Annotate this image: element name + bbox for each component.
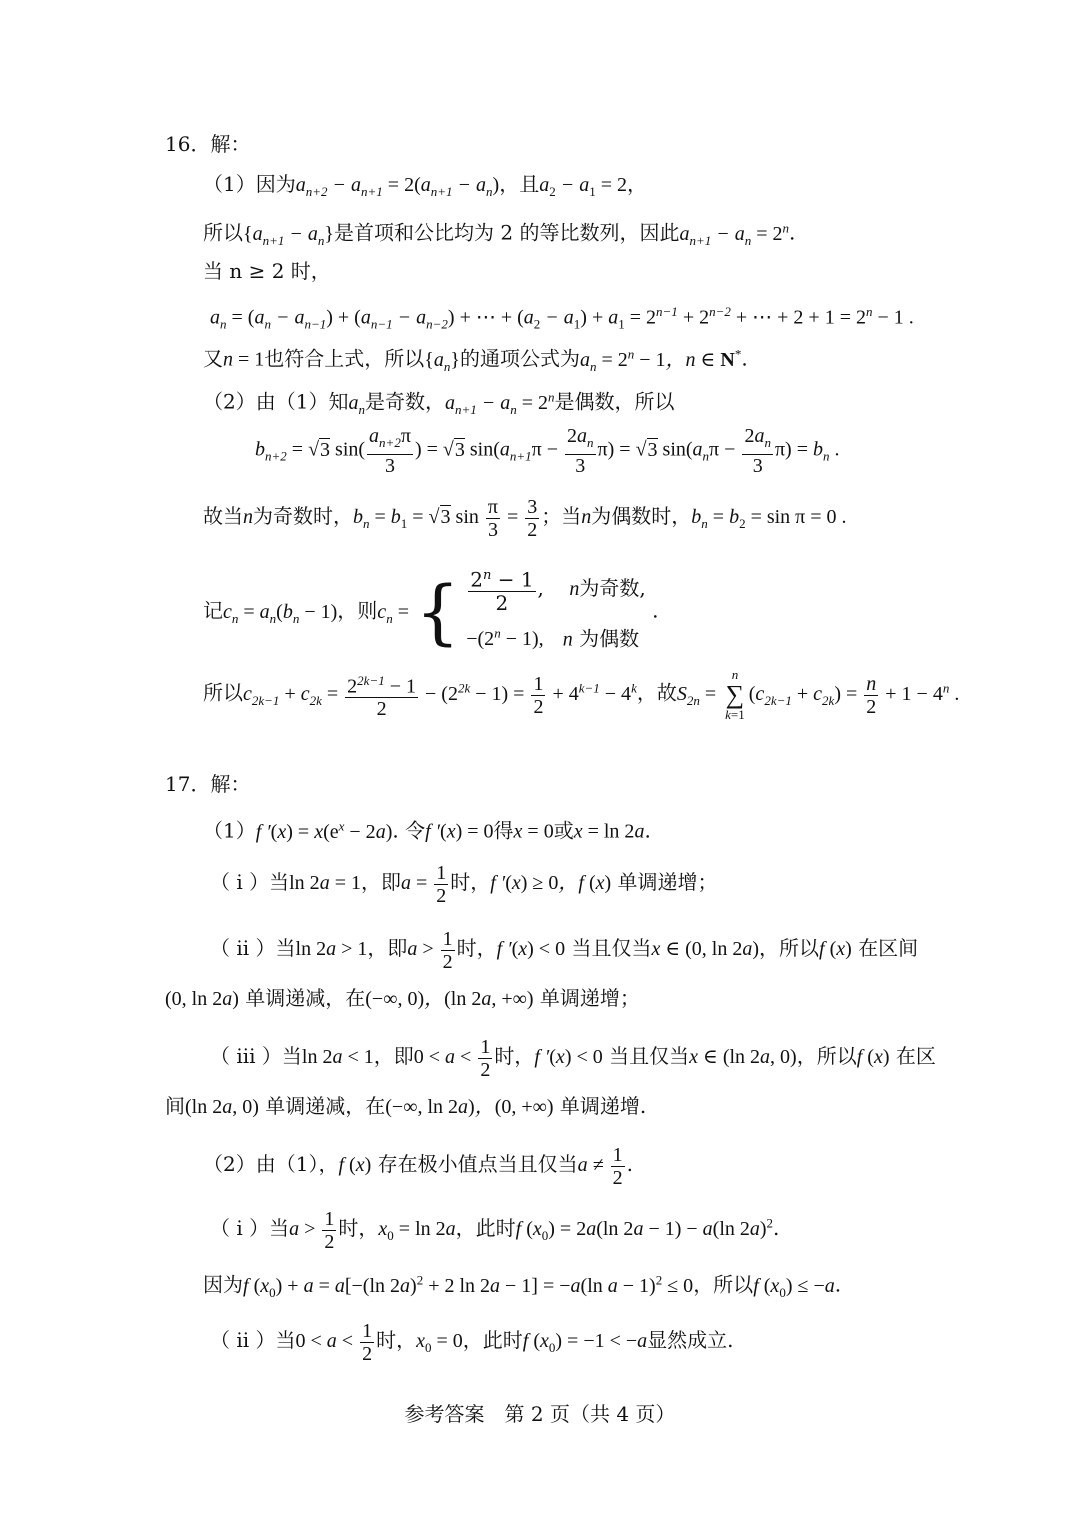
q16-line-3: 当 n ≥ 2 时， [203,259,331,283]
q16-line-8: 记$c_n = a_n(b_n - 1)$，则$c_n$ = { $\frac{2^n - 1}{2}$ , n为奇数, $-(2^n - 1)$, n 为偶数 . [203,565,658,659]
q16-line-2: 所以$\{a_{n+1} - a_n\}$是首项和公比均为 2 的等比数列，因此$a_{n+1} - a_n = 2^n$. [203,220,796,248]
q16-line-6: （2）由（1）知$a_n$是奇数，$a_{n+1} - a_n = 2^n$是偶数，所以 [203,389,675,417]
q17-case-i: （ i ）当ln 2a = 1，即a = $\frac{1}{2}$ 时，f ′(x) ≥ 0，f (x) 单调递增； [210,862,718,907]
page-footer: 参考答案 第 2 页（共 4 页） [404,1402,676,1426]
q16-line-5: 又n = 1也符合上式，所以$\{a_n\}$的通项公式为$a_n = 2^n - 1$，n ∈ N*. [203,346,748,374]
q16-line-4: $a_n = (a_n - a_{n-1}) + (a_{n-1} - a_{n-2})$ + ⋯ + $(a_2 - a_1) + a_1 = 2^{n-1} + 2^{n-2}$ + ⋯ + $2 + 1 = 2^n - 1$ . [210,304,914,332]
q17-part2: （2）由（1），f (x) 存在极小值点当且仅当a ≠ $\frac{1}{2}$ . [203,1144,633,1189]
q17-because: 因为f $(x_0) + a = a[-(\ln$ 2a)$^2$ + 2 ln 2a − 1] = −a(ln a − 1)$^2$ ≤ 0，所以f $(x_0) \le -a$. [203,1272,842,1300]
q17-case-iii: （ iii ）当ln 2a < 1，即0 < a < $\frac{1}{2}$ 时，f ′(x) < 0 当且仅当x ∈ (ln 2a, 0)，所以f (x) 在区 [210,1036,936,1081]
q17-line-1: （1）f $'(x) = x(e^x - 2a)$. 令f ′(x) = 0得x = 0或x = ln 2a. [203,818,651,843]
q16-formula-bn: $b_{n+2} = √3$ sin( $\frac{a_{n+2}\pi}{3}$ ) = √3 $\sin(a_{n+1}\pi$ − $\frac{2a_n}{3}$ π) = √3 $\sin(a_n\pi$ − $\frac{2a_n}{3}$ $\pi) = b_n$ . [255,425,840,477]
q16-heading: 16．解： [165,132,251,156]
q16-line-9: 所以$c_{2k-1} + c_{2k}$ = $\frac{2^{2k-1} - 1}{2}$ − $(2^{2k} - 1)$ = $\frac{1}{2}$ + $4^{k-1} - 4^k$，故$S_{2n}$ = n ∑ k=1 $(c_{2k-1} + c_{2k})$ = $\frac{n}{2}$ + $1 - 4^n$ . [203,667,960,722]
q17-part2-i: （ i ）当a > $\frac{1}{2}$ 时，$x_0 = \ln 2a$，此时f $(x_0) = 2a(\ln$ 2a − 1) − a(ln 2a)$^2$. [210,1208,780,1253]
q17-part2-ii: （ ii ）当0 < a < $\frac{1}{2}$ 时，$x_0 = 0$，此时f $(x_0) = -1 < -a$显然成立. [210,1320,734,1365]
q16-line-7: 故当n为奇数时，$b_n = b_1 = √3$ sin $\frac{\pi}{3}$ = $\frac{3}{2}$ ；当n为偶数时，$b_n = b_2 = \sin \pi = 0$ . [203,496,847,541]
q16-line-1: （1）因为$a_{n+2} - a_{n+1} = 2(a_{n+1} - a_n)$，且$a_2 - a_1 = 2$， [203,172,647,199]
q17-case-iii-cont: 间(ln 2a, 0) 单调递减，在(−∞, ln 2a)，(0, +∞) 单调递增. [165,1094,647,1118]
q17-case-ii-cont: (0, ln 2a) 单调递减，在(−∞, 0)，(ln 2a, +∞) 单调递增； [165,986,640,1010]
q17-case-ii: （ ii ）当ln 2a > 1，即a > $\frac{1}{2}$ 时，f ′(x) < 0 当且仅当x ∈ (0, ln 2a)，所以f (x) 在区间 [210,928,919,973]
q17-heading: 17．解： [165,772,251,796]
